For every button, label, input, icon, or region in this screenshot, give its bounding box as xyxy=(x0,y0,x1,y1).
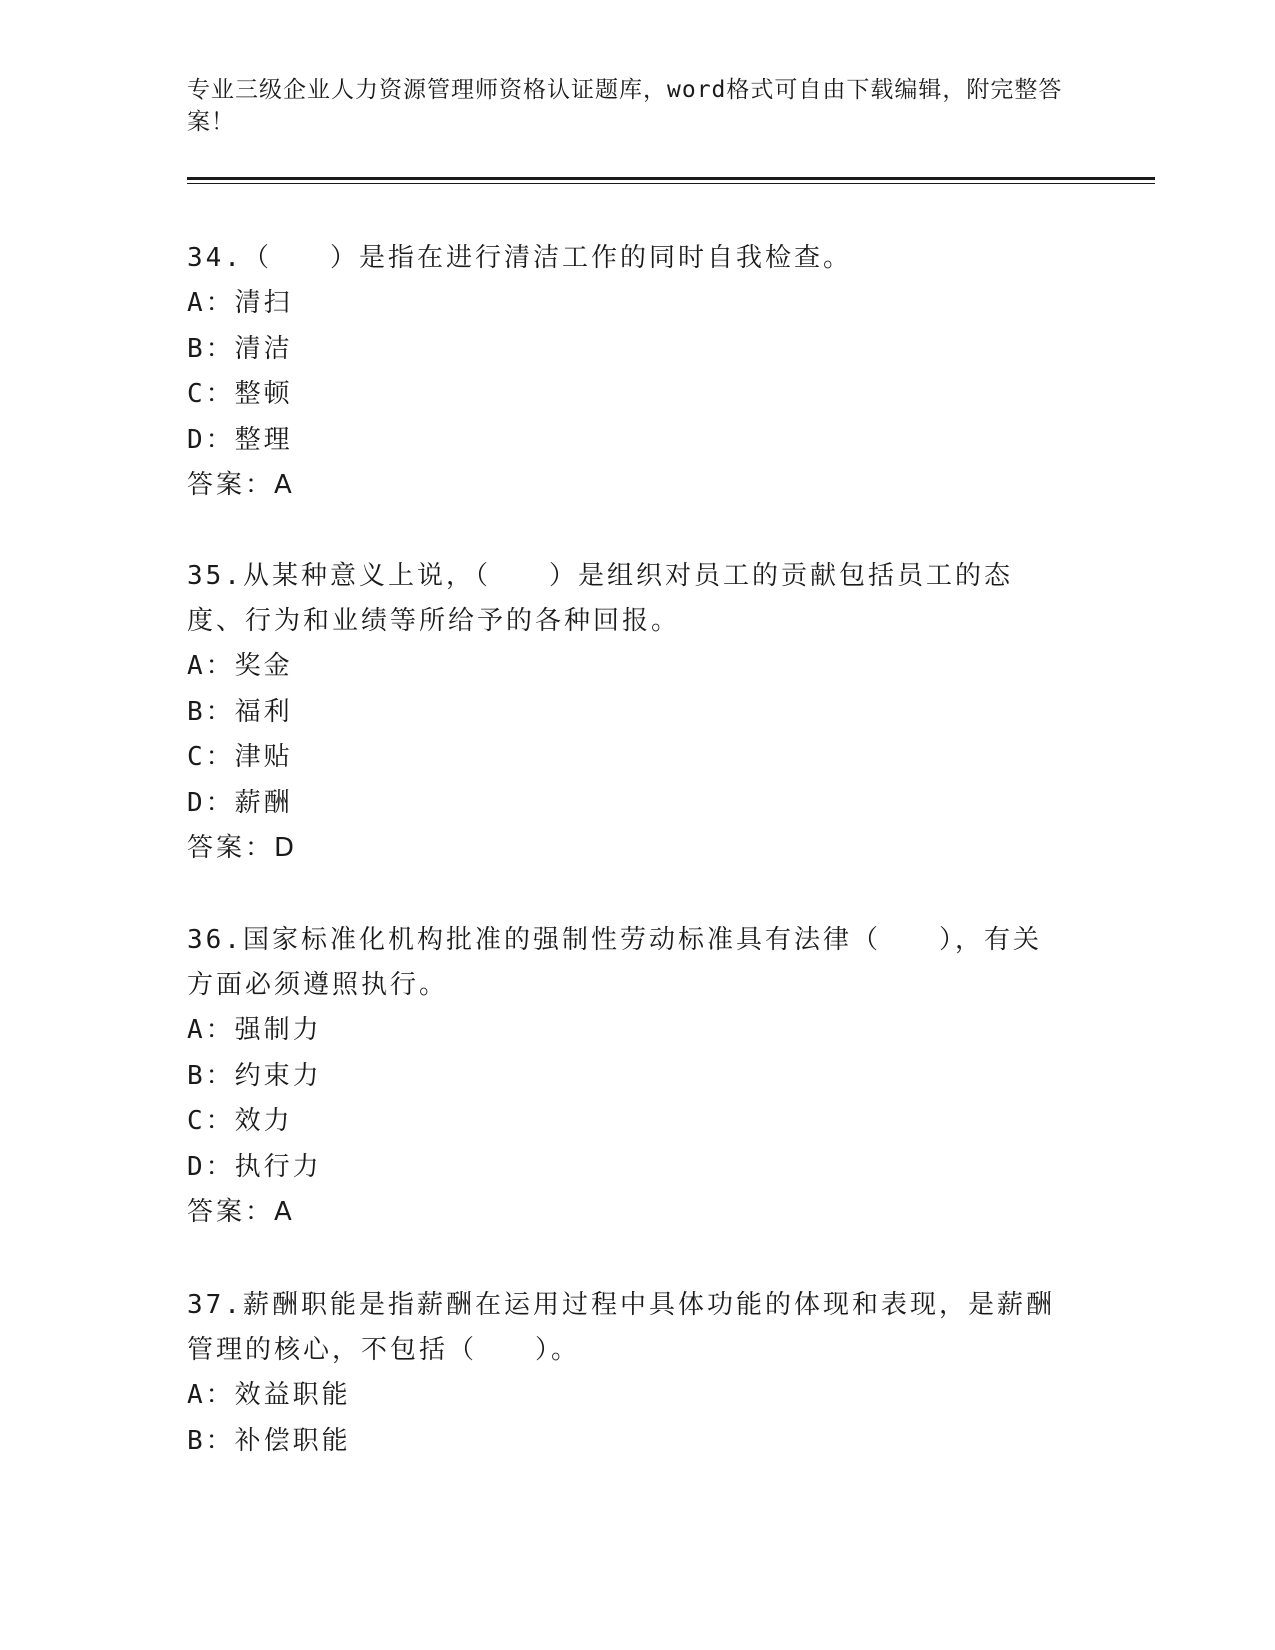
option-c: C：整顿 xyxy=(187,379,293,409)
question-stem: 34.（ ）是指在进行清洁工作的同时自我检查。 xyxy=(187,243,852,273)
option-b: B：福利 xyxy=(187,696,293,727)
question-stem: 36.国家标准化机构批准的强制性劳动标准具有法律（ ），有关方面必须遵照执行。 xyxy=(187,925,1042,1000)
option-c: C：津贴 xyxy=(187,742,293,772)
option-b: B：补偿职能 xyxy=(187,1425,351,1456)
option-a: A：清扫 xyxy=(187,288,293,318)
question-stem: 37.薪酬职能是指薪酬在运用过程中具体功能的体现和表现，是薪酬管理的核心，不包括（ ）。 xyxy=(187,1290,1055,1365)
question-36 xyxy=(187,918,1067,1235)
header-divider-thin xyxy=(187,183,1155,184)
header-divider-thick xyxy=(187,177,1155,180)
document-header: 专业三级企业人力资源管理师资格认证题库，word格式可自由下载编辑，附完整答案！ xyxy=(187,77,1063,135)
option-d: D：执行力 xyxy=(187,1151,322,1182)
option-b: B：约束力 xyxy=(187,1060,322,1091)
question-37 xyxy=(187,1283,1067,1464)
option-a: A：效益职能 xyxy=(187,1380,351,1410)
option-a: A：强制力 xyxy=(187,1015,322,1045)
option-a: A：奖金 xyxy=(187,651,293,681)
option-d: D：薪酬 xyxy=(187,787,293,818)
question-stem: 35.从某种意义上说，（ ）是组织对员工的贡献包括员工的态度、行为和业绩等所给予的各种回报。 xyxy=(187,561,1013,636)
question-35 xyxy=(187,554,1067,871)
option-c: C：效力 xyxy=(187,1106,293,1136)
answer: 答案：A xyxy=(187,1197,295,1227)
question-34 xyxy=(187,236,1067,508)
option-b: B：清洁 xyxy=(187,333,293,364)
answer: 答案：A xyxy=(187,470,295,500)
option-d: D：整理 xyxy=(187,424,293,455)
answer: 答案：D xyxy=(187,833,298,863)
